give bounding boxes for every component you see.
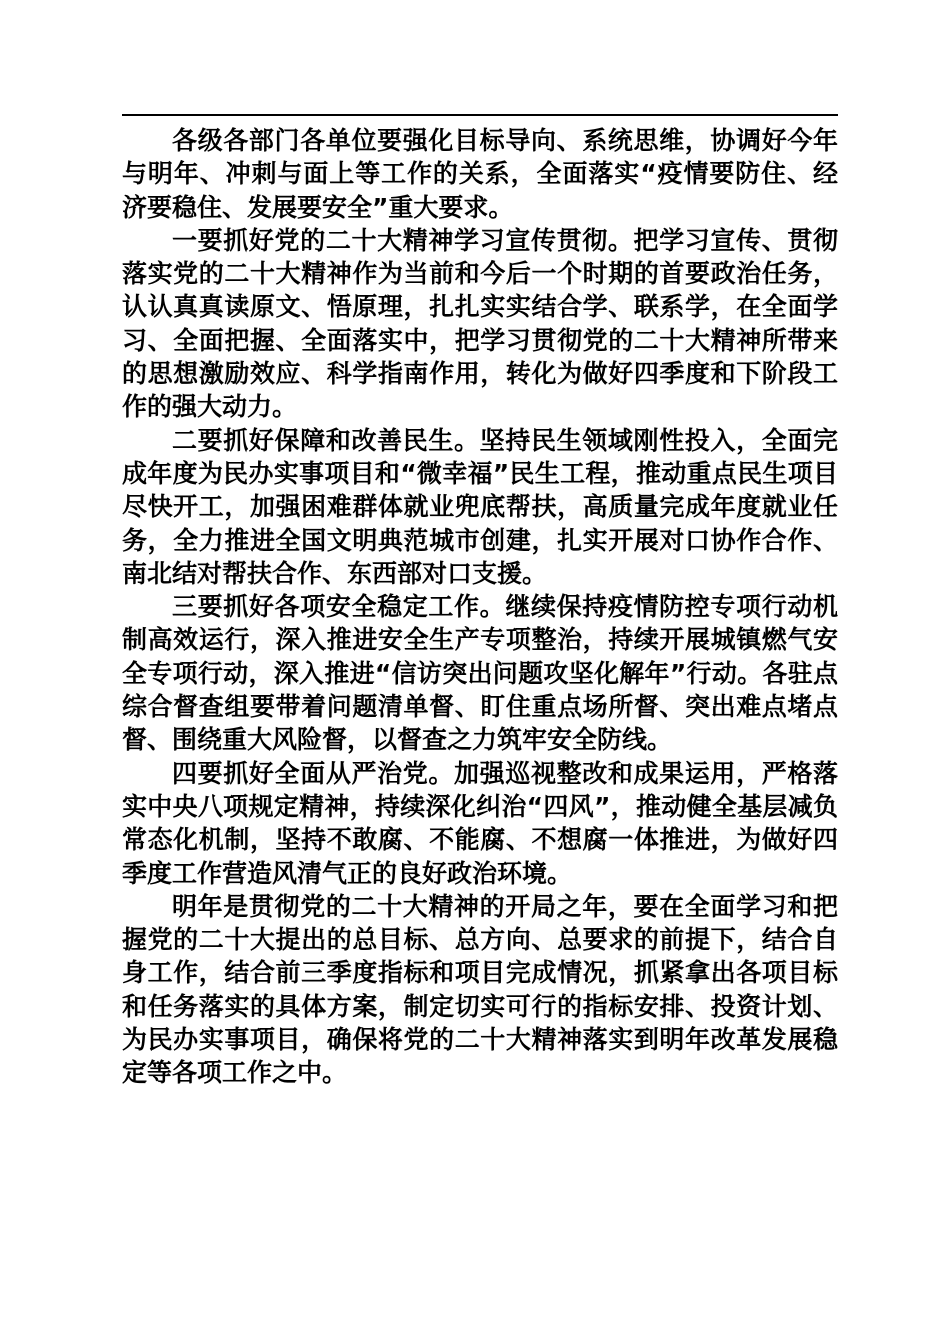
paragraph-intro: 各级各部门各单位要强化目标导向、系统思维，协调好今年与明年、冲刺与面上等工作的关系，全面落实“疫情要防住、经济要稳住、发展要安全”重大要求。	[122, 126, 838, 222]
paragraph-item-1: 一要抓好党的二十大精神学习宣传贯彻。把学习宣传、贯彻落实党的二十大精神作为当前和今后一个时期的首要政治任务，认认真真读原文、悟原理，扎扎实实结合学、联系学，在全面学习、全面把握、全面落实中，把学习贯彻党的二十大精神所带来的思想激励效应、科学指南作用，转化为做好四季度和下阶段工作的强大动力。	[122, 225, 838, 422]
paragraph-item-2: 二要抓好保障和改善民生。坚持民生领域刚性投入，全面完成年度为民办实事项目和“微幸福”民生工程，推动重点民生项目尽快开工，加强困难群体就业兜底帮扶，高质量完成年度就业任务，全力推进全国文明典范城市创建，扎实开展对口协作合作、南北结对帮扶合作、东西部对口支援。	[122, 425, 838, 588]
paragraph-item-3: 三要抓好各项安全稳定工作。继续保持疫情防控专项行动机制高效运行，深入推进安全生产专项整治，持续开展城镇燃气安全专项行动，深入推进“信访突出问题攻坚化解年”行动。各驻点综合督查组要带着问题清单督、盯住重点场所督、突出难点堵点督、围绕重大风险督，以督查之力筑牢安全防线。	[122, 592, 838, 755]
document-body	[122, 124, 838, 1090]
paragraph-conclusion: 明年是贯彻党的二十大精神的开局之年，要在全面学习和把握党的二十大提出的总目标、总方向、总要求的前提下，结合自身工作，结合前三季度指标和项目完成情况，抓紧拿出各项目标和任务落实的具体方案，制定切实可行的指标安排、投资计划、为民办实事项目，确保将党的二十大精神落实到明年改革发展稳定等各项工作之中。	[122, 891, 838, 1088]
paragraph-item-4: 四要抓好全面从严治党。加强巡视整改和成果运用，严格落实中央八项规定精神，持续深化纠治“四风”，推动健全基层减负常态化机制，坚持不敢腐、不能腐、不想腐一体推进，为做好四季度工作营造风清气正的良好政治环境。	[122, 758, 838, 888]
header-rule	[122, 114, 838, 116]
